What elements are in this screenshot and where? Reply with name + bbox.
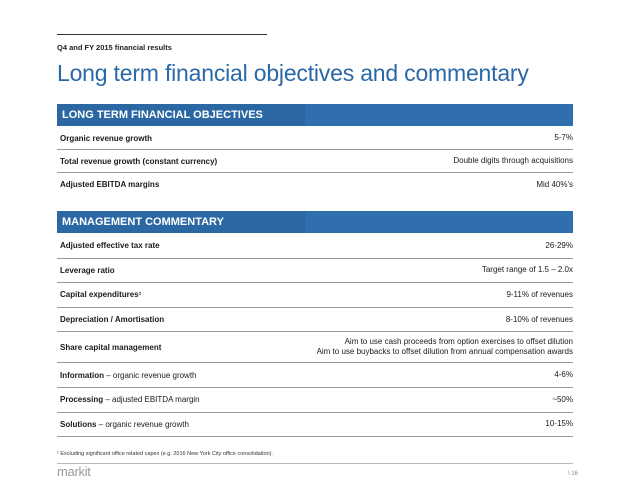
row-value: ~50%	[552, 394, 573, 404]
row-value: 9-11% of revenues	[506, 289, 573, 299]
table-row	[57, 283, 573, 308]
table-row	[57, 363, 573, 388]
commentary-header: MANAGEMENT COMMENTARY	[57, 211, 573, 233]
footnote: ¹ Excluding significant office related capex (e.g. 2016 New York City office consolidation).	[57, 451, 273, 457]
bottom-rule	[57, 463, 573, 464]
table-row	[57, 308, 573, 333]
row-value: 8-10% of revenues	[505, 314, 573, 324]
row-label: Solutions – organic revenue growth	[60, 419, 189, 429]
row-value-line: Aim to use cash proceeds from option exercises to offset dilution	[344, 337, 573, 347]
table-row	[57, 332, 573, 363]
table-row	[57, 413, 573, 438]
row-label: Capital expenditures¹	[60, 290, 142, 300]
row-label: Organic revenue growth	[60, 133, 153, 143]
row-label: Total revenue growth (constant currency)	[60, 156, 218, 166]
row-label: Share capital management	[60, 342, 162, 352]
row-value: 26-29%	[545, 240, 573, 250]
markit-logo: markit	[57, 464, 91, 479]
row-value-line: Aim to use buybacks to offset dilution from annual compensation awards	[316, 347, 573, 357]
objectives-header: LONG TERM FINANCIAL OBJECTIVES	[57, 104, 573, 126]
row-value	[317, 337, 573, 357]
table-row	[57, 150, 573, 173]
row-label: Adjusted EBITDA margins	[60, 180, 160, 189]
row-label: Processing – adjusted EBITDA margin	[60, 395, 200, 405]
row-value: Double digits through acquisitions	[453, 156, 573, 165]
row-label: Leverage ratio	[60, 265, 115, 275]
page-number: \ 16	[567, 471, 578, 477]
commentary-table	[57, 234, 573, 437]
table-row	[57, 259, 573, 284]
objectives-table	[57, 127, 573, 196]
table-row	[57, 388, 573, 413]
row-label: Adjusted effective tax rate	[60, 241, 160, 251]
row-value: Target range of 1.5 – 2.0x	[481, 265, 573, 275]
page-title: Long term financial objectives and commentary	[57, 60, 529, 86]
table-row	[57, 127, 573, 150]
table-row	[57, 234, 573, 259]
table-row	[57, 173, 573, 196]
slide-subtitle: Q4 and FY 2015 financial results	[57, 43, 172, 52]
row-label: Depreciation / Amortisation	[60, 315, 165, 325]
row-value: 10-15%	[545, 419, 573, 429]
row-value: 4-6%	[554, 370, 573, 380]
row-value: 5-7%	[554, 133, 573, 142]
top-rule	[57, 34, 267, 35]
row-label: Information – organic revenue growth	[60, 370, 197, 380]
row-value: Mid 40%'s	[536, 179, 573, 189]
